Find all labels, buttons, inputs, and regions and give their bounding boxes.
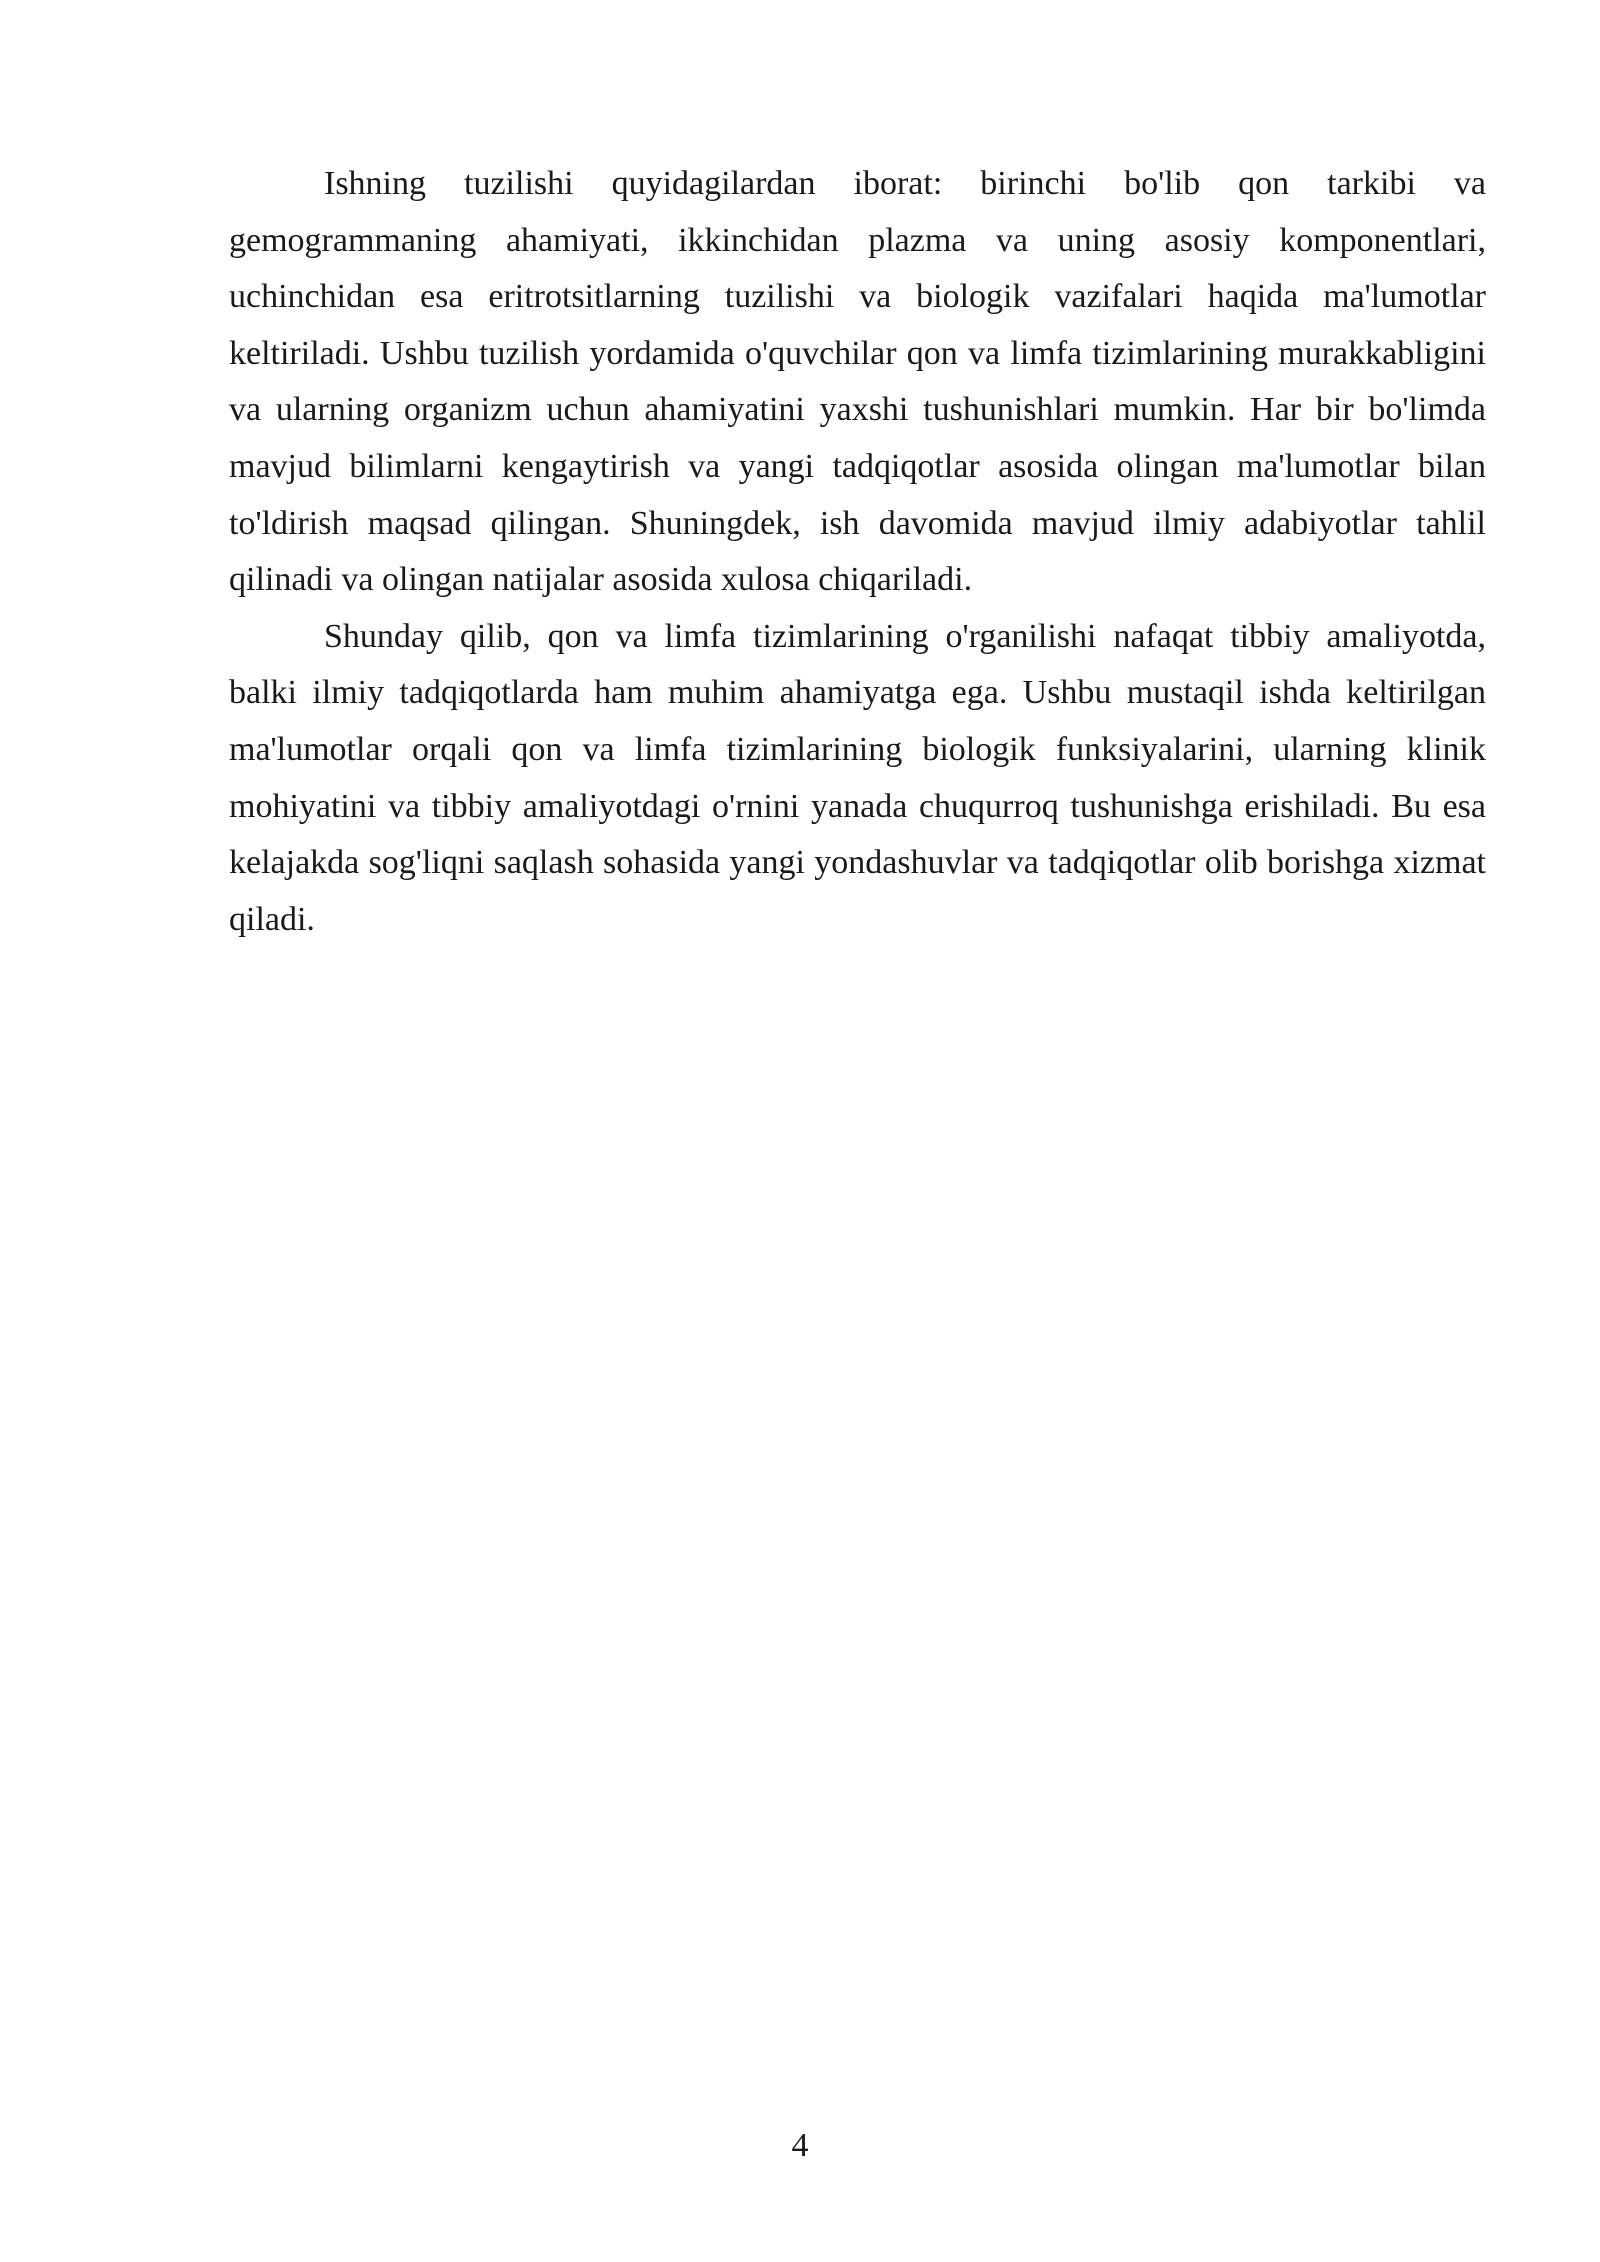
paragraph-1: Ishning tuzilishi quyidagilardan iborat: birinchi bo'lib qon tarkibi va gemogrammaning ahamiyati, ikkinchidan plazma va uning asosiy komponentlari, uchinchidan esa eritrotsitlarning tuzilishi va biologik vazifalari haqida ma'lumotlar keltiriladi. Ushbu tuzilish yordamida o'quvchilar qon va limfa tizimlarining murakkabligini va ularning organizm uchun ahamiyatini yaxshi tushunishlari mumkin. Har bir bo'limda mavjud bilimlarni kengaytirish va yangi tadqiqotlar asosida olingan ma'lumotlar bilan to'ldirish maqsad qilingan. Shuningdek, ish davomida mavjud ilmiy adabiyotlar tahlil qilinadi va olingan natijalar asosida xulosa chiqariladi. — [229, 165, 1486, 599]
paragraph-2: Shunday qilib, qon va limfa tizimlarining o'rganilishi nafaqat tibbiy amaliyotda, balki ilmiy tadqiqotlarda ham muhim ahamiyatga ega. Ushbu mustaqil ishda keltirilgan ma'lumotlar orqali qon va limfa tizimlarining biologik funksiyalarini, ularning klinik mohiyatini va tibbiy amaliyotdagi o'rnini yanada chuqurroq tushunishga erishiladi. Bu esa kelajakda sog'liqni saqlash sohasida yangi yondashuvlar va tadqiqotlar olib borishga xizmat qiladi. — [229, 617, 1486, 938]
page-number: 4 — [791, 2127, 809, 2164]
body-text — [229, 156, 1486, 948]
